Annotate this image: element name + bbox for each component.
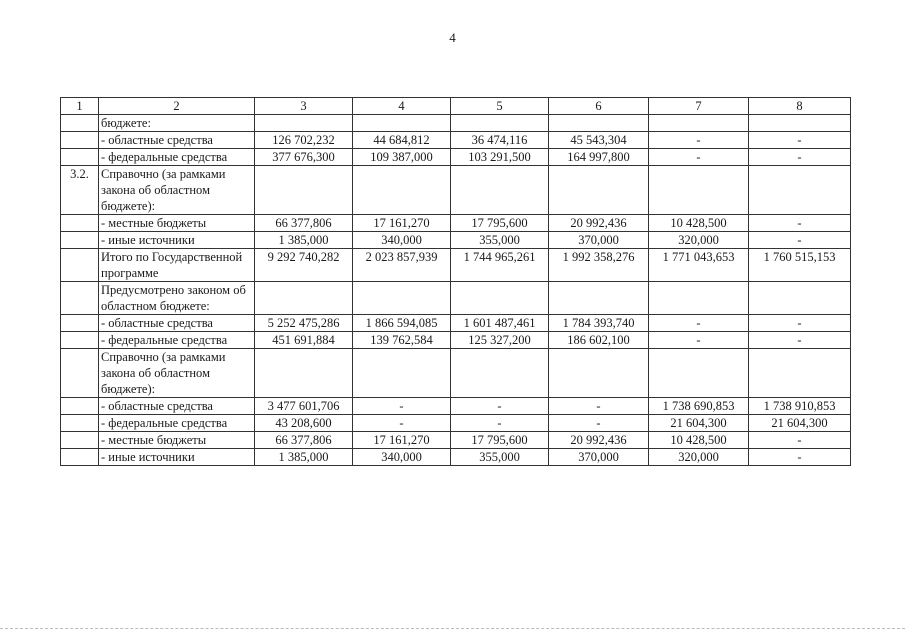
value-cell: 1 601 487,461 — [451, 315, 549, 332]
value-cell: - — [451, 398, 549, 415]
value-cell: 451 691,884 — [255, 332, 353, 349]
row-index-cell — [61, 232, 99, 249]
value-cell: 1 771 043,653 — [649, 249, 749, 282]
value-cell: 21 604,300 — [649, 415, 749, 432]
value-cell: 66 377,806 — [255, 215, 353, 232]
value-cell: 1 385,000 — [255, 232, 353, 249]
value-cell: 45 543,304 — [549, 132, 649, 149]
value-cell: 9 292 740,282 — [255, 249, 353, 282]
row-index-cell — [61, 349, 99, 398]
column-number-row — [61, 98, 851, 115]
value-cell: 377 676,300 — [255, 149, 353, 166]
value-cell: 36 474,116 — [451, 132, 549, 149]
value-cell: - — [749, 315, 851, 332]
table-row — [61, 449, 851, 466]
value-cell — [353, 282, 451, 315]
value-cell: 139 762,584 — [353, 332, 451, 349]
value-cell: 1 992 358,276 — [549, 249, 649, 282]
row-label-cell: - федеральные средства — [99, 149, 255, 166]
value-cell: 103 291,500 — [451, 149, 549, 166]
table-row — [61, 432, 851, 449]
table-row — [61, 282, 851, 315]
value-cell — [255, 282, 353, 315]
value-cell: - — [649, 315, 749, 332]
table-row — [61, 415, 851, 432]
value-cell: - — [649, 332, 749, 349]
row-label-cell: - иные источники — [99, 449, 255, 466]
value-cell: 17 161,270 — [353, 215, 451, 232]
value-cell: 17 161,270 — [353, 432, 451, 449]
table-row — [61, 249, 851, 282]
value-cell: 43 208,600 — [255, 415, 353, 432]
row-index-cell — [61, 215, 99, 232]
value-cell: 355,000 — [451, 232, 549, 249]
value-cell — [649, 349, 749, 398]
value-cell: 1 866 594,085 — [353, 315, 451, 332]
value-cell: - — [749, 215, 851, 232]
row-label-cell: - местные бюджеты — [99, 215, 255, 232]
row-label-cell: - федеральные средства — [99, 332, 255, 349]
row-label-cell: - иные источники — [99, 232, 255, 249]
value-cell: 1 738 690,853 — [649, 398, 749, 415]
row-index-cell — [61, 282, 99, 315]
row-label-cell: Справочно (за рамками закона об областном бюджете): — [99, 349, 255, 398]
value-cell — [749, 349, 851, 398]
value-cell — [353, 115, 451, 132]
value-cell: 3 477 601,706 — [255, 398, 353, 415]
value-cell: 20 992,436 — [549, 432, 649, 449]
value-cell: 20 992,436 — [549, 215, 649, 232]
row-label-cell: Итого по Государственной программе — [99, 249, 255, 282]
value-cell: - — [353, 398, 451, 415]
table-row — [61, 315, 851, 332]
value-cell: - — [549, 398, 649, 415]
table-row — [61, 349, 851, 398]
row-index-cell — [61, 149, 99, 166]
table-row — [61, 115, 851, 132]
table-row — [61, 132, 851, 149]
column-header: 3 — [255, 98, 353, 115]
table-row — [61, 398, 851, 415]
value-cell: 10 428,500 — [649, 215, 749, 232]
table-row — [61, 149, 851, 166]
value-cell — [749, 282, 851, 315]
value-cell: 340,000 — [353, 449, 451, 466]
row-label-cell: бюджете: — [99, 115, 255, 132]
value-cell — [549, 282, 649, 315]
table-row — [61, 166, 851, 215]
value-cell — [255, 349, 353, 398]
value-cell: - — [749, 149, 851, 166]
row-index-cell — [61, 332, 99, 349]
column-header: 7 — [649, 98, 749, 115]
value-cell: 21 604,300 — [749, 415, 851, 432]
value-cell: 340,000 — [353, 232, 451, 249]
value-cell: 1 744 965,261 — [451, 249, 549, 282]
row-label-cell: - федеральные средства — [99, 415, 255, 432]
value-cell — [549, 115, 649, 132]
value-cell — [749, 115, 851, 132]
value-cell — [649, 282, 749, 315]
row-index-cell — [61, 115, 99, 132]
row-label-cell: - областные средства — [99, 398, 255, 415]
row-label-cell: - областные средства — [99, 315, 255, 332]
value-cell: - — [749, 232, 851, 249]
value-cell — [255, 166, 353, 215]
column-header: 1 — [61, 98, 99, 115]
budget-table — [60, 97, 851, 466]
bottom-divider — [0, 628, 905, 629]
value-cell — [649, 166, 749, 215]
value-cell: 2 023 857,939 — [353, 249, 451, 282]
table-row — [61, 215, 851, 232]
value-cell: - — [749, 449, 851, 466]
value-cell: 5 252 475,286 — [255, 315, 353, 332]
value-cell: 17 795,600 — [451, 215, 549, 232]
row-label-cell: Справочно (за рамками закона об областном бюджете): — [99, 166, 255, 215]
table-row — [61, 232, 851, 249]
value-cell: 164 997,800 — [549, 149, 649, 166]
value-cell: 125 327,200 — [451, 332, 549, 349]
row-label-cell: Предусмотрено законом об областном бюджете: — [99, 282, 255, 315]
value-cell: 44 684,812 — [353, 132, 451, 149]
value-cell — [255, 115, 353, 132]
table-row — [61, 332, 851, 349]
row-index-cell — [61, 132, 99, 149]
column-header: 2 — [99, 98, 255, 115]
value-cell: - — [353, 415, 451, 432]
value-cell — [451, 282, 549, 315]
row-index-cell: 3.2. — [61, 166, 99, 215]
value-cell: - — [749, 132, 851, 149]
row-index-cell — [61, 415, 99, 432]
value-cell — [749, 166, 851, 215]
row-index-cell — [61, 449, 99, 466]
value-cell: 355,000 — [451, 449, 549, 466]
row-index-cell — [61, 398, 99, 415]
value-cell: - — [649, 132, 749, 149]
column-header: 8 — [749, 98, 851, 115]
value-cell: - — [451, 415, 549, 432]
value-cell: - — [749, 332, 851, 349]
value-cell: 66 377,806 — [255, 432, 353, 449]
value-cell — [353, 349, 451, 398]
value-cell — [353, 166, 451, 215]
value-cell — [451, 166, 549, 215]
value-cell: 109 387,000 — [353, 149, 451, 166]
value-cell: - — [749, 432, 851, 449]
value-cell: 320,000 — [649, 232, 749, 249]
value-cell: 1 738 910,853 — [749, 398, 851, 415]
value-cell — [549, 349, 649, 398]
row-label-cell: - областные средства — [99, 132, 255, 149]
value-cell — [649, 115, 749, 132]
value-cell — [451, 349, 549, 398]
value-cell: - — [549, 415, 649, 432]
value-cell — [451, 115, 549, 132]
row-index-cell — [61, 315, 99, 332]
value-cell: 370,000 — [549, 232, 649, 249]
row-index-cell — [61, 432, 99, 449]
row-index-cell — [61, 249, 99, 282]
value-cell: 10 428,500 — [649, 432, 749, 449]
value-cell: 370,000 — [549, 449, 649, 466]
column-header: 4 — [353, 98, 451, 115]
row-label-cell: - местные бюджеты — [99, 432, 255, 449]
value-cell: 186 602,100 — [549, 332, 649, 349]
value-cell: 320,000 — [649, 449, 749, 466]
column-header: 6 — [549, 98, 649, 115]
value-cell: 17 795,600 — [451, 432, 549, 449]
value-cell: 1 784 393,740 — [549, 315, 649, 332]
value-cell: - — [649, 149, 749, 166]
value-cell: 1 385,000 — [255, 449, 353, 466]
value-cell — [549, 166, 649, 215]
value-cell: 126 702,232 — [255, 132, 353, 149]
page-number: 4 — [449, 30, 456, 45]
column-header: 5 — [451, 98, 549, 115]
value-cell: 1 760 515,153 — [749, 249, 851, 282]
